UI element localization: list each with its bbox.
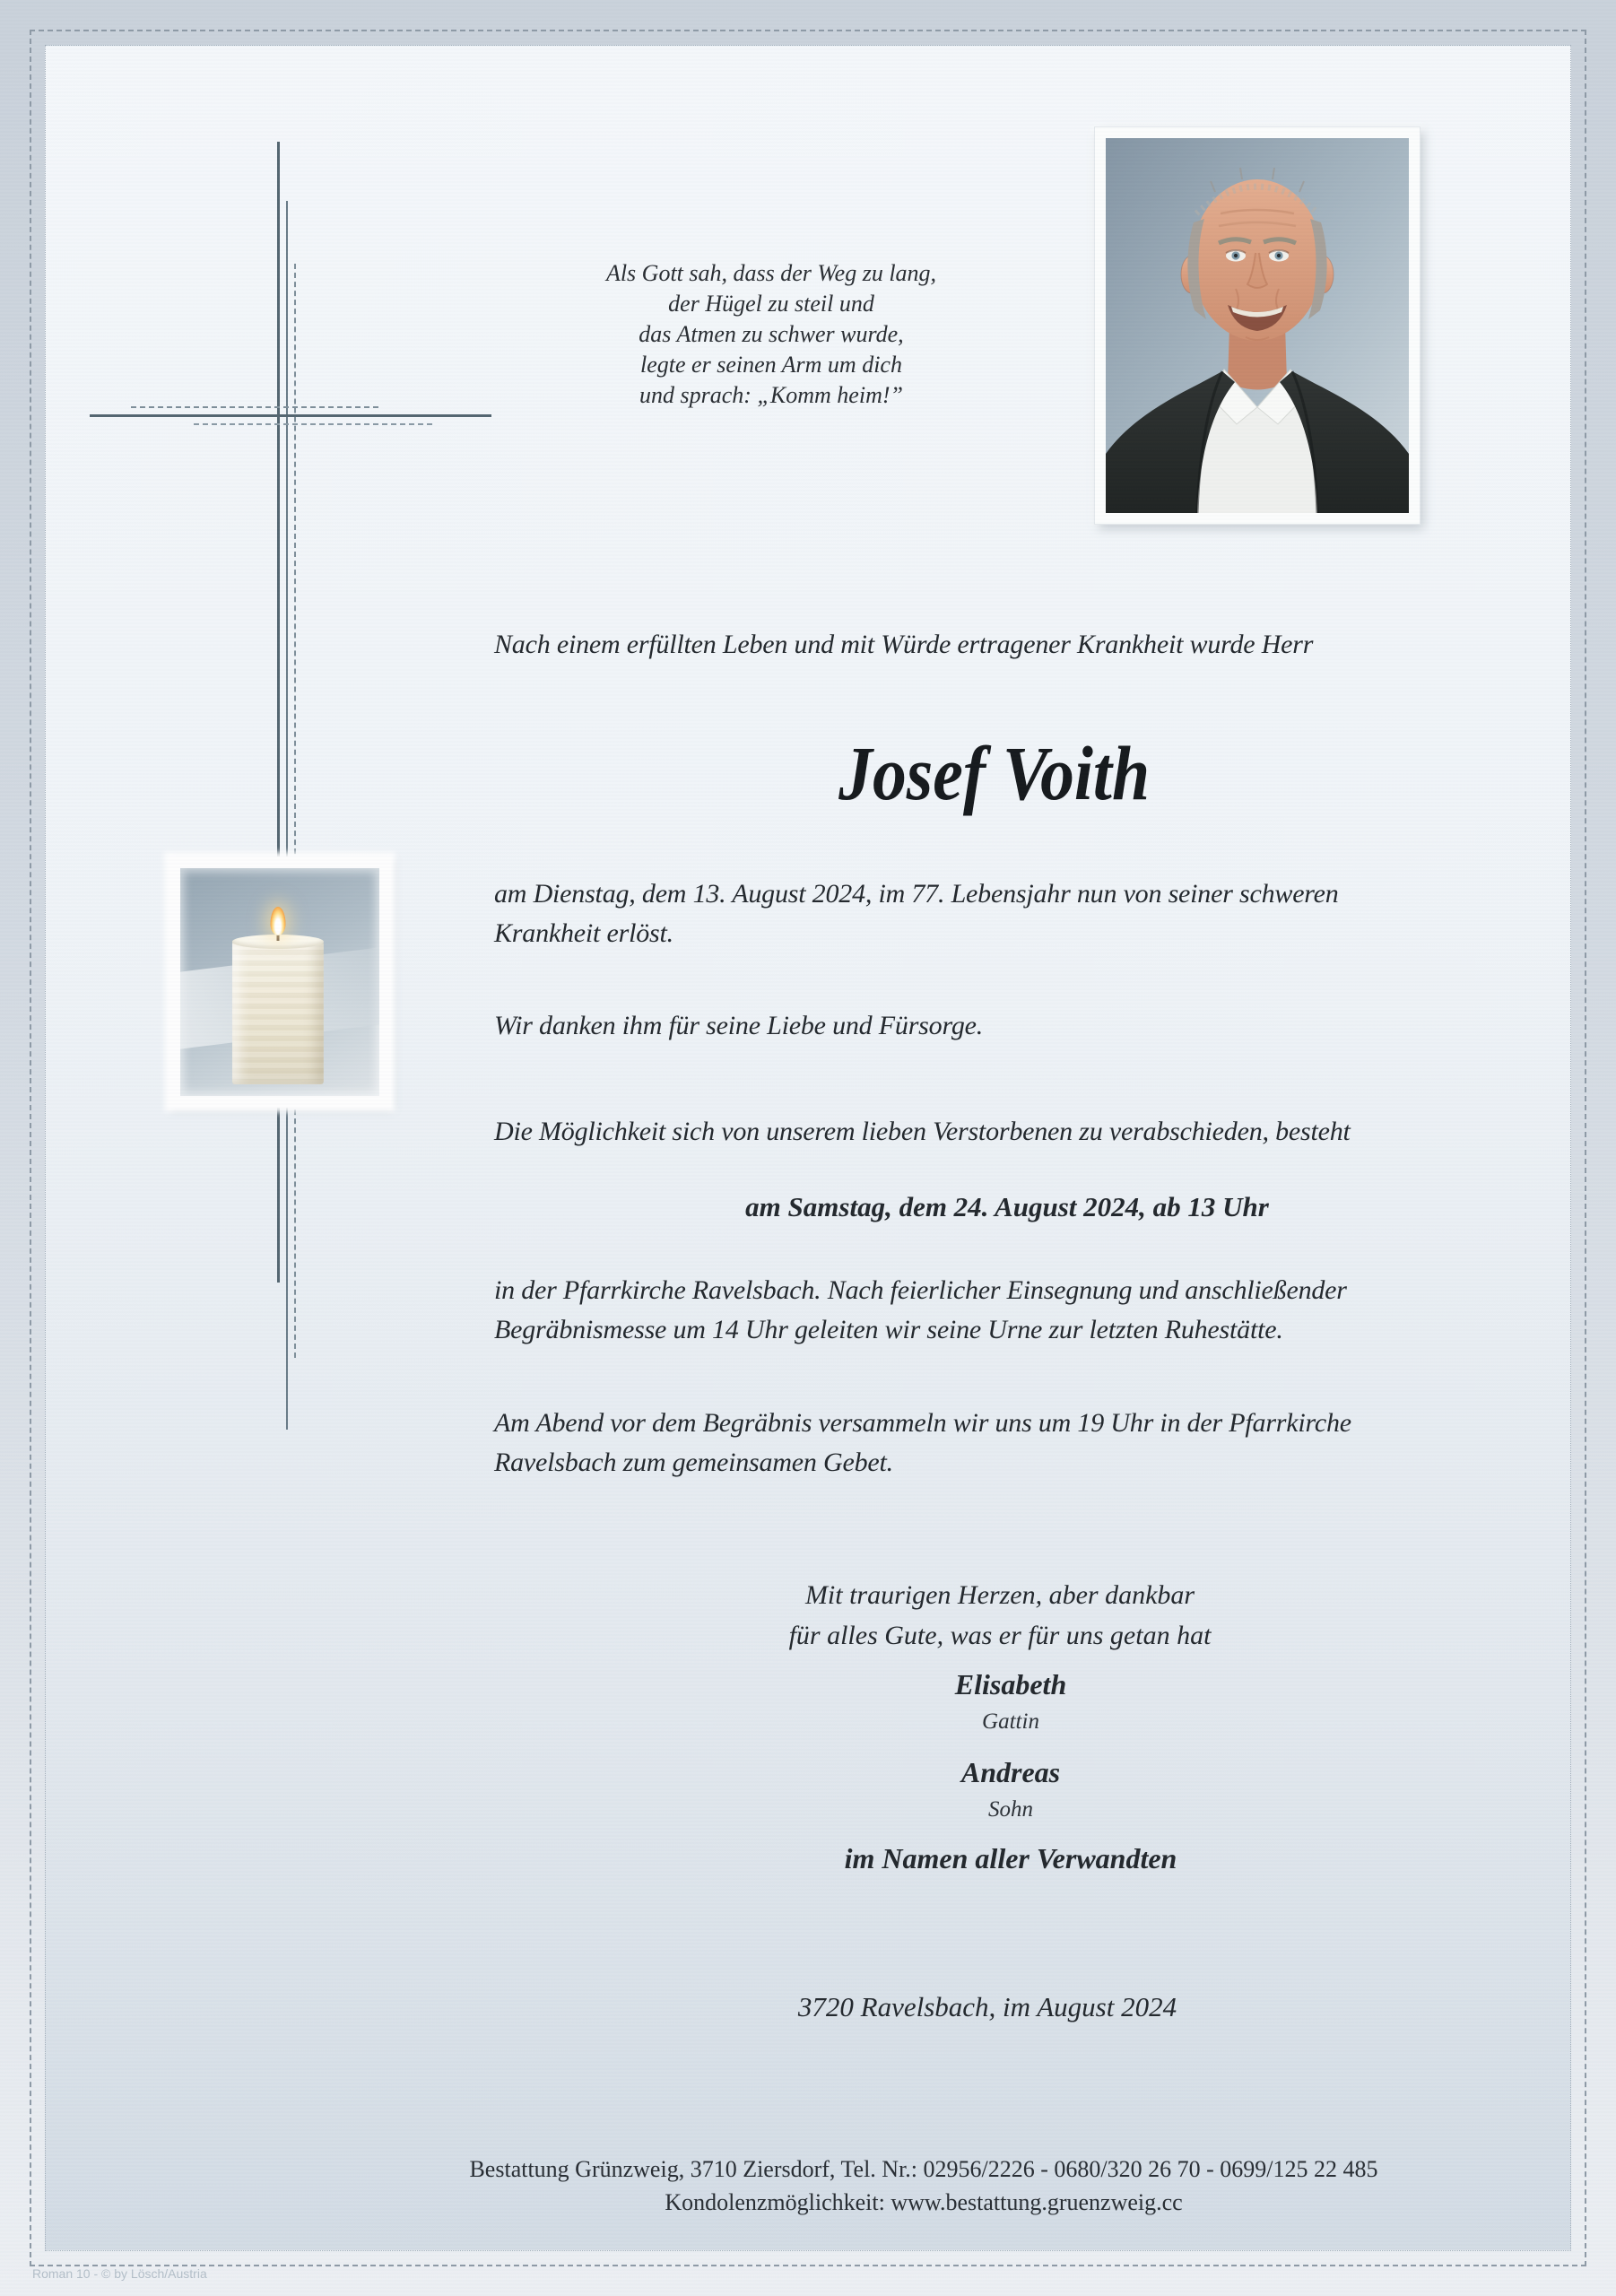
funeral-line-2: Begräbnismesse um 14 Uhr geleiten wir seine Urne zur letzten Ruhestätte. [494,1315,1283,1344]
cross-horizontal-line-3 [194,423,432,425]
vigil-line-2: Ravelsbach zum gemeinsamen Gebet. [494,1448,893,1477]
poem-line: das Atmen zu schwer wurde, [639,321,904,347]
condolence-paragraph [494,1575,1466,1656]
death-paragraph [494,874,1427,953]
poem-line: Als Gott sah, dass der Weg zu lang, [605,260,937,286]
death-line-2: Krankheit erlöst. [494,918,673,948]
cross-vertical-line-1 [277,142,280,1283]
condolence-website: Kondolenzmöglichkeit: www.bestattung.gruenzweig.cc [665,2189,1183,2215]
cross-horizontal-line-1 [131,406,378,408]
condolence-line-1: Mit traurigen Herzen, aber dankbar [804,1580,1195,1610]
thanks-line: Wir danken ihm für seine Liebe und Fürsorge. [494,1011,984,1040]
intro-line: Nach einem erfüllten Leben und mit Würde ertragener Krankheit wurde Herr [494,630,1314,659]
in-name-of-line: im Namen aller Verwandten [844,1842,1177,1874]
death-line-1: am Dienstag, dem 13. August 2024, im 77. Lebensjahr nun von seiner schweren [494,879,1339,909]
funeral-paragraph [494,1271,1427,1350]
mourner-relation: Sohn [988,1797,1033,1822]
place-date-line: 3720 Ravelsbach, im August 2024 [797,1991,1177,2022]
print-credit: Roman 10 - © by Lösch/Austria [32,2266,207,2281]
funeral-home-contact: Bestattung Grünzweig, 3710 Ziersdorf, Tel. Nr.: 02956/2226 - 0680/320 26 70 - 0699/125 22 485 [469,2156,1378,2182]
poem-line: legte er seinen Arm um dich [640,352,902,378]
vigil-paragraph [494,1404,1427,1483]
portrait-photo [1095,127,1420,524]
poem-line: und sprach: „Komm heim!” [639,382,903,408]
poem-line: der Hügel zu steil und [668,291,874,317]
candle-scene-background [180,868,379,1096]
candle-body [232,939,324,1085]
candle-flame-icon [270,907,285,935]
vigil-line-1: Am Abend vor dem Begräbnis versammeln wir uns um 19 Uhr in der Pfarrkirche [494,1408,1351,1438]
cross-horizontal-line-2 [90,414,491,417]
cross-vertical-line-3 [294,264,296,1358]
farewell-datetime: am Samstag, dem 24. August 2024, ab 13 Uhr [745,1191,1269,1222]
farewell-intro-line: Die Möglichkeit sich von unserem lieben Verstorbenen zu verabschieden, besteht [494,1117,1351,1146]
condolence-line-2: für alles Gute, was er für uns getan hat [788,1621,1212,1650]
candle-image [169,857,391,1108]
cross-vertical-line-2 [286,201,288,1430]
mourner-relation: Gattin [982,1709,1039,1734]
funeral-line-1: in der Pfarrkirche Ravelsbach. Nach feierlicher Einsegnung und anschließender [494,1275,1347,1305]
deceased-name: Josef Voith [838,730,1151,816]
portrait-illustration [1106,138,1409,513]
mourner-name: Elisabeth [954,1668,1067,1700]
poem [413,258,1130,411]
mourner-name: Andreas [960,1756,1061,1788]
